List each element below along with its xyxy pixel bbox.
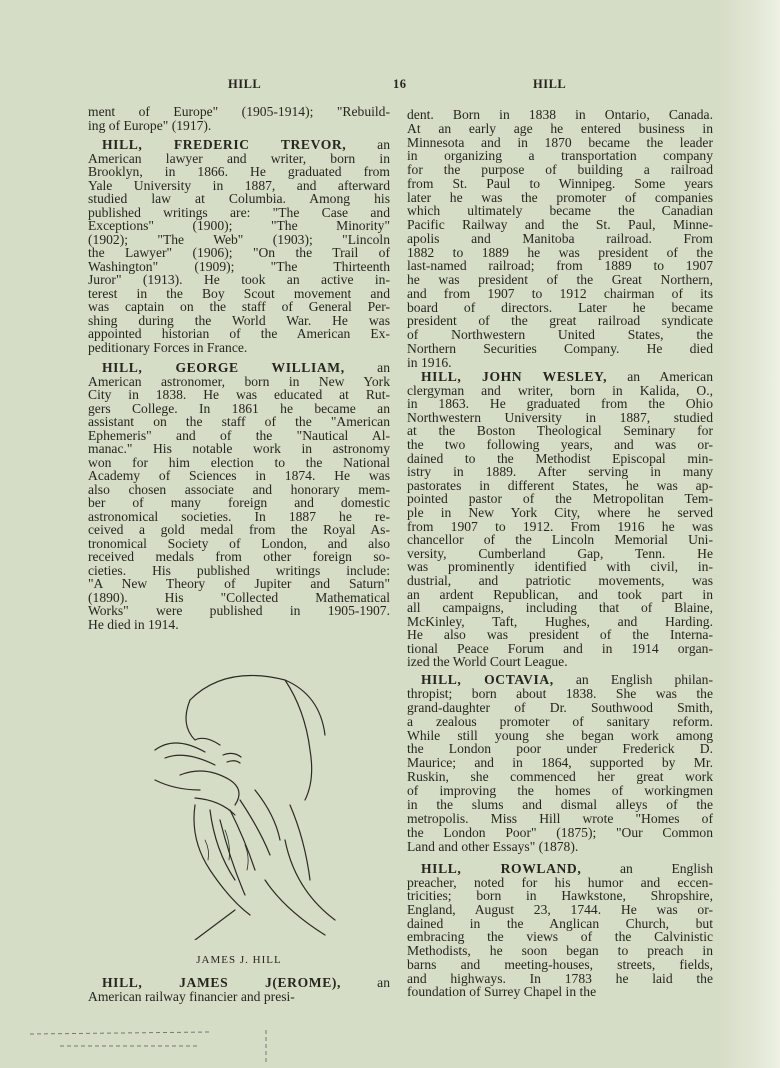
entry-paragraph	[407, 370, 713, 669]
text-line: preacher, noted for his humor and eccen-	[407, 874, 713, 890]
text-line: American astronomer, born in New York	[88, 373, 390, 389]
text-line: (1890). His "Collected Mathematical	[88, 589, 390, 605]
text-line: Works" were published in 1905-1907.	[88, 603, 390, 618]
text-line: was captain on the staff of General Per-	[88, 299, 390, 314]
text-line: an ardent Republican, and took part in	[407, 586, 713, 602]
text-line: Yale University in 1887, and afterward	[88, 177, 390, 193]
text-line: apolis and Manitoba railroad. From	[407, 230, 713, 246]
text-line: and from 1907 to 1912 chairman of its	[407, 285, 713, 301]
text-line: tional Peace Forum and in 1914 organ-	[407, 640, 713, 656]
text-line: won for him election to the National	[88, 454, 390, 470]
entry-paragraph	[407, 673, 713, 854]
entry-paragraph	[407, 108, 713, 369]
text-line	[407, 370, 713, 384]
entry-paragraph	[88, 105, 390, 132]
text-line: American lawyer and writer, born in	[88, 150, 390, 166]
text-line: assistant on the staff of the "American	[88, 414, 390, 429]
text-line: embracing the views of the Calvinistic	[407, 929, 713, 945]
text-line: Methodists, he soon began to preach in	[407, 943, 713, 959]
text-line: pointed pastor of the Metropolitan Tem-	[407, 491, 713, 507]
text-line: Minnesota and in 1870 became the leader	[407, 134, 713, 150]
text-line: Pacific Railway and the St. Paul, Minne-	[407, 217, 713, 232]
text-line: the London poor under Frederick D.	[407, 741, 713, 757]
text-line: thropist; born about 1838. She was the	[407, 685, 713, 701]
text-line: from St. Paul to Winnipeg. Some years	[407, 175, 713, 191]
text-line: (1902); "The Web" (1903); "Lincoln	[88, 231, 390, 247]
text-line	[407, 862, 713, 876]
page-edge-shading	[720, 0, 780, 1068]
text-line: Land and other Essays" (1878).	[407, 838, 579, 854]
text-line: in 1863. He graduated from the Ohio	[407, 396, 713, 412]
text-line: cieties. His published writings include:	[88, 562, 390, 578]
text-line: ment of Europe" (1905-1914); "Rebuild-	[88, 104, 390, 119]
text-line-rest: an English	[619, 861, 713, 876]
text-line	[88, 361, 390, 375]
text-line: ing of Europe" (1917).	[88, 117, 212, 133]
text-line: published writings are: "The Case and	[88, 204, 390, 220]
text-line: the Lawyer" (1906); "On the Trail of	[88, 245, 390, 260]
text-line: While still young she began work among	[407, 727, 713, 743]
text-line: all campaigns, including that of Blaine,	[407, 600, 713, 616]
text-line: At an early age he entered business in	[407, 120, 713, 136]
text-line: Maurice; and in 1864, supported by Mr.	[407, 755, 713, 771]
text-line: of Northwestern United States, the	[407, 327, 713, 342]
text-line: foundation of Surrey Chapel in the	[407, 984, 597, 1000]
text-line: which ultimately became the Canadian	[407, 203, 713, 219]
text-line: McKinley, Taft, Hughes, and Harding.	[407, 613, 713, 629]
text-line: terest in the Boy Scout movement and	[88, 285, 390, 301]
text-line: Juror" (1913). He took an active in-	[88, 272, 390, 287]
text-line: grand-daughter of Dr. Southwood Smith,	[407, 699, 713, 715]
text-line: dent. Born in 1838 in Ontario, Canada.	[407, 107, 713, 122]
text-line: Brooklyn, in 1866. He graduated from	[88, 164, 390, 179]
text-line: chancellor of the Lincoln Memorial Uni-	[407, 532, 713, 548]
text-line: tronomical Society of London, and also	[88, 535, 390, 551]
portrait-james-j-hill	[135, 640, 345, 940]
text-line-rest: an	[377, 137, 390, 152]
text-line: peditionary Forces in France.	[88, 339, 248, 355]
text-line: He died in 1914.	[88, 616, 179, 632]
text-line: for the purpose of building a railroad	[407, 162, 713, 177]
running-head-left: HILL	[228, 77, 262, 91]
text-line: clergyman and writer, born in Kalida, O.,	[407, 382, 713, 398]
text-line: in 1916.	[407, 354, 452, 370]
entry-paragraph	[88, 976, 390, 1004]
text-line: City in 1838. He was educated at Rut-	[88, 387, 390, 402]
entry-name: HILL, OCTAVIA,	[421, 672, 554, 687]
text-line	[407, 673, 713, 687]
text-line: studied law at Columbia. Among his	[88, 191, 390, 206]
entry-name: HILL, FREDERIC TREVOR,	[102, 137, 347, 152]
text-line: Ruskin, she commenced her great work	[407, 769, 713, 785]
text-line: astronomical societies. In 1887 he re-	[88, 508, 390, 524]
text-line: appointed historian of the American Ex-	[88, 326, 390, 341]
text-line: Northwestern University in 1887, studied	[407, 409, 713, 425]
text-line: Ephemeris" and of the "Nautical Al-	[88, 427, 390, 443]
text-line: ceived a gold medal from the Royal As-	[88, 522, 390, 537]
page-number: 16	[393, 77, 407, 91]
text-line: the two following years, and was or-	[407, 436, 713, 452]
text-line: metropolis. Miss Hill wrote "Homes of	[407, 810, 713, 826]
text-line: ized the World Court League.	[407, 654, 568, 670]
text-line: of improving the homes of workingmen	[407, 783, 713, 799]
text-line: last-named railroad; from 1889 to 1907	[407, 258, 713, 274]
entry-name: HILL, JOHN WESLEY,	[421, 369, 608, 384]
text-line: England, August 23, 1744. He was or-	[407, 902, 713, 918]
text-line: versity, Cumberland Gap, Tenn. He	[407, 545, 713, 561]
entry-paragraph	[88, 361, 390, 631]
text-line: in organizing a transportation company	[407, 148, 713, 164]
text-line: dained in the Anglican Church, but	[407, 915, 713, 931]
text-line: manac." His notable work in astronomy	[88, 441, 390, 456]
text-line: Exceptions" (1900); "The Minority"	[88, 218, 390, 233]
text-line-rest: an	[377, 975, 391, 990]
text-line: received medals from other foreign so-	[88, 549, 390, 564]
text-line: pastorates in different States, he was ap-	[407, 477, 713, 493]
text-line: board of directors. Later he became	[407, 299, 713, 315]
text-line-rest: an	[377, 360, 390, 375]
text-line: he was president of the Great Northern,	[407, 272, 713, 287]
text-line: "A New Theory of Jupiter and Saturn"	[88, 576, 390, 591]
text-line: was prominently identified with civil, in-	[407, 559, 713, 575]
text-line: ber of many foreign and domestic	[88, 495, 390, 510]
text-line	[88, 976, 390, 990]
text-line-rest: an American	[627, 369, 713, 384]
text-line: also chosen associate and honorary mem-	[88, 481, 390, 497]
text-line: later he was the promoter of companies	[407, 189, 713, 205]
text-line: Washington" (1909); "The Thirteenth	[88, 258, 390, 274]
text-line-rest: an English philan-	[575, 672, 714, 687]
text-line: at the Boston Theological Seminary for	[407, 423, 713, 439]
text-line	[88, 138, 390, 152]
text-line: dained to the Methodist Episcopal min-	[407, 450, 713, 466]
running-head-right: HILL	[533, 77, 567, 91]
entry-paragraph	[407, 862, 713, 999]
text-line: a zealous promoter of sanitary reform.	[407, 713, 713, 729]
text-line: in the slums and dismal alleys of the	[407, 797, 713, 813]
text-line: president of the great railroad syndicate	[407, 313, 713, 329]
entry-name: HILL, GEORGE WILLIAM,	[102, 360, 345, 375]
entry-name: HILL, ROWLAND,	[421, 861, 582, 876]
text-line: American railway financier and presi-	[88, 989, 295, 1004]
text-line: He also was president of the Interna-	[407, 627, 713, 643]
entry-paragraph	[88, 138, 390, 354]
scan-artifact	[30, 1030, 270, 1066]
entry-name: HILL, JAMES J(EROME),	[102, 975, 341, 990]
text-line: gers College. In 1861 he became an	[88, 400, 390, 416]
text-line: istry in 1889. After serving in many	[407, 464, 713, 480]
text-line: 1882 to 1889 he was president of the	[407, 244, 713, 260]
text-line: Academy of Sciences in 1874. He was	[88, 468, 390, 483]
text-line: shing during the World War. He was	[88, 312, 390, 328]
text-line: the London Poor" (1875); "Our Common	[407, 824, 713, 840]
text-line: barns and meeting-houses, streets, fields,	[407, 956, 713, 972]
text-line: tricities; born in Hawkstone, Shropshire,	[407, 888, 713, 904]
text-line: and highways. In 1783 he laid the	[407, 970, 713, 986]
portrait-caption: JAMES J. HILL	[196, 954, 282, 966]
text-line: from 1907 to 1912. From 1916 he was	[407, 518, 713, 534]
text-line: ple in New York City, where he served	[407, 504, 713, 520]
text-line: Northern Securities Company. He died	[407, 340, 713, 356]
text-line: dustrial, and patriotic movements, was	[407, 572, 713, 588]
